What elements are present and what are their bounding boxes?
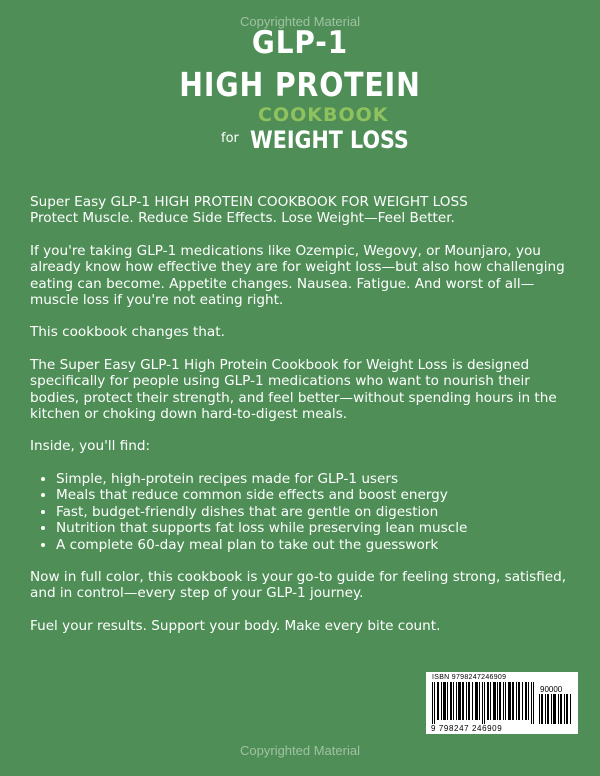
barcode-bars <box>432 682 536 724</box>
watermark-bottom: Copyrighted Material <box>240 743 360 758</box>
title-word-for: for <box>221 131 239 146</box>
paragraph-changes: This cookbook changes that. <box>30 324 225 341</box>
paragraph-fuel: Fuel your results. Support your body. Make every bite count. <box>30 617 441 634</box>
feature-item: • Fast, budget-friendly dishes that are gentle on digestion <box>56 504 580 520</box>
feature-item: • Meals that reduce common side effects and boost energy <box>56 487 580 503</box>
title-line-glp1: GLP-1 <box>251 25 349 61</box>
watermark-top: Copyrighted Material <box>240 14 360 29</box>
back-cover-description <box>30 194 580 650</box>
intro-tagline: Protect Muscle. Reduce Side Effects. Lose Weight—Feel Better. <box>30 210 455 227</box>
paragraph-designed-for: The Super Easy GLP-1 High Protein Cookbook for Weight Loss is designed specifically for people using GLP-1 medications who want to nourish their bodies, protect their strength, and feel better—without spending hours in the kitchen or choking down hard-to-digest meals. <box>30 356 557 423</box>
intro-title: Super Easy GLP-1 HIGH PROTEIN COOKBOOK FOR WEIGHT LOSS <box>30 194 468 210</box>
feature-list <box>30 471 580 553</box>
paragraph-inside: Inside, you'll find: <box>30 438 151 455</box>
addon-barcode-bars <box>539 694 573 724</box>
intro-block <box>30 194 580 227</box>
price-code: 90000 <box>540 685 563 694</box>
paragraph-medications: If you're taking GLP-1 medications like Ozempic, Wegovy, or Mounjaro, you already know how effective they are for weight loss—but also how challenging eating can become. Appetite changes. Nausea. Fatigue. And worst of all—muscle loss if you're not eating right. <box>30 242 565 309</box>
paragraph-full-color: Now in full color, this cookbook is your go-to guide for feeling strong, satisfied, and in control—every step of your GLP-1 journey. <box>30 568 567 602</box>
title-line-weight-loss: WEIGHT LOSS <box>250 126 409 154</box>
title-line-cookbook: COOKBOOK <box>258 104 389 126</box>
feature-item: • Simple, high-protein recipes made for GLP-1 users <box>56 471 580 487</box>
isbn-digits: 9 798247 246909 <box>431 724 503 733</box>
isbn-label: ISBN 9798247246909 <box>432 674 507 681</box>
title-line-high-protein: HIGH PROTEIN <box>179 65 421 104</box>
feature-item: • A complete 60-day meal plan to take out the guesswork <box>56 537 580 553</box>
feature-item: • Nutrition that supports fat loss while preserving lean muscle <box>56 520 580 536</box>
isbn-barcode <box>426 672 578 734</box>
